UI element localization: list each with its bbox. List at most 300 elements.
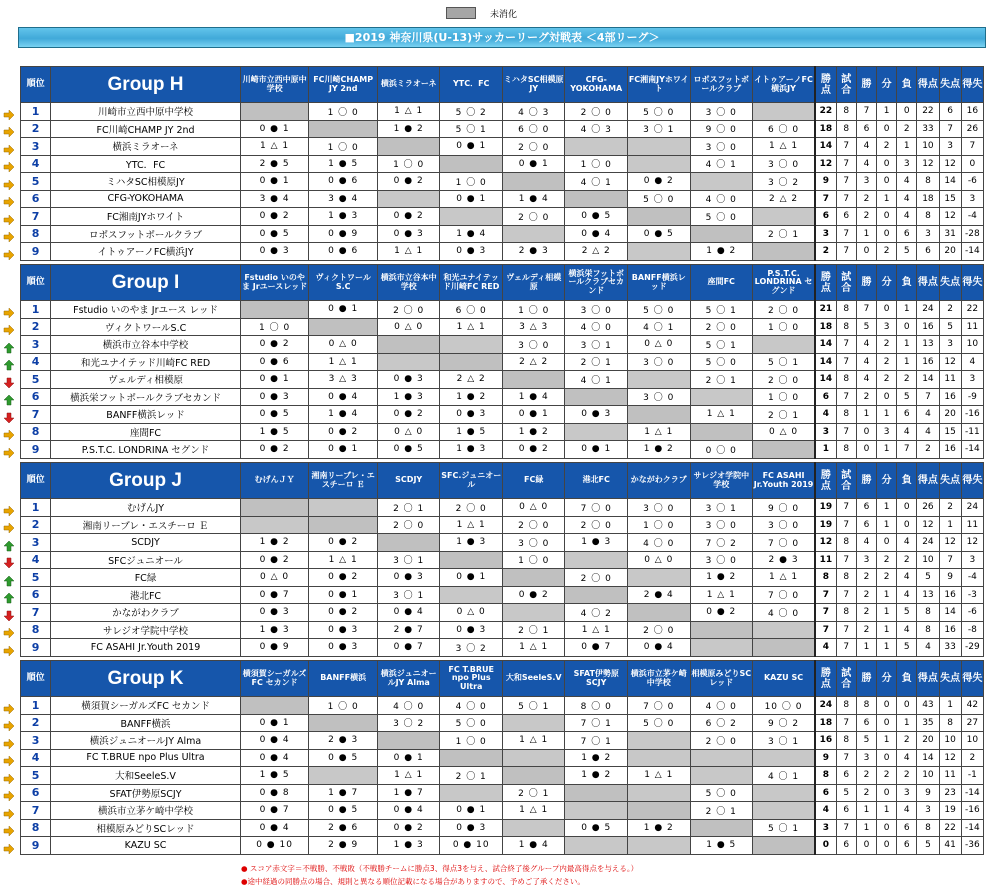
rank-cell: 1 bbox=[21, 499, 51, 517]
stat-column-header: 勝 bbox=[856, 265, 876, 301]
score-cell: 1 〇 0 bbox=[309, 138, 378, 156]
stat-cell: 0 bbox=[877, 208, 897, 226]
stat-cell: 16 bbox=[961, 103, 983, 121]
score-cell: 1 △ 1 bbox=[440, 318, 503, 336]
score-cell: 7 〇 1 bbox=[565, 714, 628, 732]
stat-cell: 2 bbox=[856, 388, 876, 406]
self-match-cell bbox=[628, 406, 691, 424]
score-cell: 1 〇 0 bbox=[502, 301, 565, 319]
score-cell: 1 ● 3 bbox=[309, 208, 378, 226]
stat-cell: 7 bbox=[856, 301, 876, 319]
table-row bbox=[21, 837, 984, 855]
opponent-column-header: 横浜ジュニオールJY Alma bbox=[377, 661, 440, 697]
stat-cell: 5 bbox=[897, 604, 917, 622]
team-name: SFCジュニオール bbox=[51, 551, 241, 569]
self-match-cell bbox=[565, 190, 628, 208]
score-cell: 3 〇 0 bbox=[565, 301, 628, 319]
stat-cell: 6 bbox=[939, 103, 961, 121]
score-cell: 0 ● 4 bbox=[628, 639, 691, 657]
opponent-column-header: FC緑 bbox=[502, 463, 565, 499]
stat-column-header: 勝点 bbox=[815, 463, 836, 499]
score-cell: 1 〇 0 bbox=[628, 516, 691, 534]
stat-cell: 7 bbox=[836, 714, 856, 732]
team-name: 横須賀シーガルズFC セカンド bbox=[51, 697, 241, 715]
team-name: むげんJY bbox=[51, 499, 241, 517]
stat-cell: 7 bbox=[836, 336, 856, 354]
stat-cell: 24 bbox=[917, 301, 939, 319]
opponent-column-header: FC ASAHI Jr.Youth 2019 bbox=[753, 463, 816, 499]
group-table-group-j bbox=[20, 462, 984, 657]
score-cell: 1 ● 5 bbox=[309, 155, 378, 173]
self-match-cell bbox=[753, 837, 816, 855]
unplayed-cell bbox=[753, 336, 816, 354]
stat-cell: 3 bbox=[939, 336, 961, 354]
stat-cell: 11 bbox=[939, 767, 961, 785]
stat-cell: 3 bbox=[897, 155, 917, 173]
rank-cell: 9 bbox=[21, 243, 51, 261]
stat-cell: 5 bbox=[917, 569, 939, 587]
stat-cell: 4 bbox=[897, 569, 917, 587]
stat-cell: 1 bbox=[897, 138, 917, 156]
table-row bbox=[21, 388, 984, 406]
stat-cell: 6 bbox=[815, 784, 836, 802]
table-row bbox=[21, 353, 984, 371]
score-cell: 0 △ 0 bbox=[628, 336, 691, 354]
stat-cell: 4 bbox=[856, 155, 876, 173]
stat-column-header: 勝点 bbox=[815, 661, 836, 697]
self-match-cell bbox=[690, 423, 753, 441]
stat-column-header: 分 bbox=[877, 661, 897, 697]
score-cell: 1 ● 5 bbox=[690, 837, 753, 855]
stat-cell: 1 bbox=[939, 697, 961, 715]
team-name: P.S.T.C. LONDRINA セグンド bbox=[51, 441, 241, 459]
score-cell: 4 〇 3 bbox=[502, 103, 565, 121]
stat-cell: 8 bbox=[836, 732, 856, 750]
opponent-column-header: SFAT伊勢原SCJY bbox=[565, 661, 628, 697]
score-cell: 6 〇 2 bbox=[690, 714, 753, 732]
score-cell: 2 ● 3 bbox=[502, 243, 565, 261]
team-name: SCDJY bbox=[51, 534, 241, 552]
stat-cell: 2 bbox=[856, 784, 876, 802]
stat-cell: 22 bbox=[917, 103, 939, 121]
opponent-column-header: サレジオ学院中学校 bbox=[690, 463, 753, 499]
stat-cell: 7 bbox=[836, 516, 856, 534]
rank-header: 順位 bbox=[21, 67, 51, 103]
stat-cell: 0 bbox=[897, 499, 917, 517]
stat-cell: 4 bbox=[897, 621, 917, 639]
score-cell: 0 △ 0 bbox=[377, 318, 440, 336]
stat-cell: 14 bbox=[815, 138, 836, 156]
score-cell: 3 〇 1 bbox=[377, 586, 440, 604]
trend-same-icon bbox=[3, 193, 15, 205]
score-cell: 2 ● 9 bbox=[309, 837, 378, 855]
team-name: かながわクラブ bbox=[51, 604, 241, 622]
stat-cell: 12 bbox=[939, 353, 961, 371]
stat-cell: 1 bbox=[856, 225, 876, 243]
score-cell: 5 〇 1 bbox=[440, 120, 503, 138]
score-cell: 5 〇 2 bbox=[440, 103, 503, 121]
rank-header: 順位 bbox=[21, 661, 51, 697]
stat-column-header: 勝 bbox=[856, 67, 876, 103]
score-cell: 7 〇 0 bbox=[565, 499, 628, 517]
trend-same-icon bbox=[3, 444, 15, 456]
stat-cell: 12 bbox=[961, 534, 983, 552]
score-cell: 4 〇 0 bbox=[690, 190, 753, 208]
score-cell: 0 ● 3 bbox=[240, 388, 309, 406]
score-cell: 1 〇 0 bbox=[440, 732, 503, 750]
score-cell: 0 ● 3 bbox=[565, 406, 628, 424]
table-row bbox=[21, 732, 984, 750]
stat-cell: 20 bbox=[917, 732, 939, 750]
self-match-cell bbox=[309, 318, 378, 336]
unplayed-cell bbox=[440, 586, 503, 604]
team-name: ヴィクトワールS.C bbox=[51, 318, 241, 336]
team-name: BANFF横浜レッド bbox=[51, 406, 241, 424]
score-cell: 2 〇 1 bbox=[690, 371, 753, 389]
stat-cell: 35 bbox=[917, 714, 939, 732]
stat-cell: 1 bbox=[856, 802, 876, 820]
score-cell: 2 ● 7 bbox=[377, 621, 440, 639]
trend-up-icon bbox=[3, 572, 15, 584]
stat-cell: 2 bbox=[877, 243, 897, 261]
rank-cell: 6 bbox=[21, 190, 51, 208]
stat-cell: 1 bbox=[939, 516, 961, 534]
stat-cell: 11 bbox=[961, 516, 983, 534]
stat-cell: 7 bbox=[917, 388, 939, 406]
score-cell: 3 △ 3 bbox=[502, 318, 565, 336]
legend-swatch bbox=[446, 7, 476, 19]
score-cell: 1 △ 1 bbox=[565, 621, 628, 639]
score-cell: 1 ● 2 bbox=[628, 441, 691, 459]
stat-cell: 6 bbox=[836, 208, 856, 226]
score-cell: 0 ● 4 bbox=[240, 819, 309, 837]
stat-cell: 9 bbox=[917, 784, 939, 802]
score-cell: 0 ● 5 bbox=[309, 802, 378, 820]
score-cell: 0 ● 5 bbox=[240, 406, 309, 424]
unplayed-cell bbox=[690, 639, 753, 657]
score-cell: 0 ● 6 bbox=[240, 353, 309, 371]
score-cell: 1 〇 0 bbox=[565, 155, 628, 173]
stat-cell: 18 bbox=[815, 714, 836, 732]
stat-cell: 7 bbox=[836, 243, 856, 261]
score-cell: 0 ● 4 bbox=[309, 388, 378, 406]
stat-cell: 10 bbox=[939, 732, 961, 750]
stat-cell: 0 bbox=[877, 388, 897, 406]
stat-column-header: 負 bbox=[897, 463, 917, 499]
team-name: CFG-YOKOHAMA bbox=[51, 190, 241, 208]
rank-cell: 1 bbox=[21, 697, 51, 715]
stat-cell: 6 bbox=[897, 225, 917, 243]
stat-cell: 6 bbox=[897, 837, 917, 855]
stat-cell: 14 bbox=[917, 749, 939, 767]
opponent-column-header: 相模原みどりSCレッド bbox=[690, 661, 753, 697]
stat-column-header: 勝点 bbox=[815, 265, 836, 301]
team-name: KAZU SC bbox=[51, 837, 241, 855]
stat-cell: 3 bbox=[961, 371, 983, 389]
score-cell: 0 ● 7 bbox=[377, 639, 440, 657]
stat-cell: 15 bbox=[939, 190, 961, 208]
score-cell: 0 ● 5 bbox=[565, 819, 628, 837]
score-cell: 0 ● 3 bbox=[309, 621, 378, 639]
score-cell: 1 △ 1 bbox=[309, 353, 378, 371]
stat-cell: -14 bbox=[961, 243, 983, 261]
trend-same-icon bbox=[3, 787, 15, 799]
group-header-row bbox=[21, 463, 984, 499]
score-cell: 2 〇 0 bbox=[753, 371, 816, 389]
self-match-cell bbox=[690, 819, 753, 837]
stat-cell: 7 bbox=[836, 499, 856, 517]
score-cell: 1 〇 0 bbox=[309, 697, 378, 715]
unplayed-cell bbox=[565, 837, 628, 855]
score-cell: 2 △ 2 bbox=[753, 190, 816, 208]
rank-cell: 5 bbox=[21, 569, 51, 587]
trend-down-icon bbox=[3, 409, 15, 421]
stat-cell: 10 bbox=[961, 336, 983, 354]
stat-cell: 7 bbox=[836, 225, 856, 243]
score-cell: 3 〇 0 bbox=[502, 336, 565, 354]
stat-cell: -11 bbox=[961, 423, 983, 441]
unplayed-cell bbox=[502, 749, 565, 767]
stat-cell: 7 bbox=[836, 155, 856, 173]
stat-cell: 8 bbox=[917, 621, 939, 639]
opponent-column-header: ヴィクトワールS.C bbox=[309, 265, 378, 301]
rank-cell: 7 bbox=[21, 604, 51, 622]
stat-cell: 0 bbox=[877, 697, 897, 715]
unplayed-cell bbox=[628, 569, 691, 587]
unplayed-cell bbox=[753, 208, 816, 226]
stat-cell: 2 bbox=[877, 767, 897, 785]
unplayed-cell bbox=[628, 155, 691, 173]
opponent-column-header: BANFF横浜 bbox=[309, 661, 378, 697]
stat-cell: 3 bbox=[877, 423, 897, 441]
stat-cell: 4 bbox=[856, 353, 876, 371]
unplayed-cell bbox=[565, 802, 628, 820]
score-cell: 2 〇 1 bbox=[690, 802, 753, 820]
group-table-group-h bbox=[20, 66, 984, 261]
stat-cell: 0 bbox=[961, 155, 983, 173]
rank-cell: 8 bbox=[21, 819, 51, 837]
score-cell: 2 〇 1 bbox=[377, 499, 440, 517]
stat-cell: 4 bbox=[856, 371, 876, 389]
score-cell: 0 ● 6 bbox=[309, 243, 378, 261]
table-row bbox=[21, 190, 984, 208]
stat-column-header: 得点 bbox=[917, 265, 939, 301]
stat-cell: 8 bbox=[836, 371, 856, 389]
score-cell: 1 〇 0 bbox=[240, 318, 309, 336]
score-cell: 1 ● 2 bbox=[690, 569, 753, 587]
stat-cell: 6 bbox=[836, 802, 856, 820]
score-cell: 0 △ 0 bbox=[377, 423, 440, 441]
score-cell: 1 〇 0 bbox=[377, 155, 440, 173]
score-cell: 1 ● 5 bbox=[440, 423, 503, 441]
score-cell: 0 ● 2 bbox=[309, 423, 378, 441]
team-name: 座間FC bbox=[51, 423, 241, 441]
stat-cell: 8 bbox=[836, 301, 856, 319]
stat-cell: 24 bbox=[961, 499, 983, 517]
score-cell: 1 ● 5 bbox=[240, 767, 309, 785]
stat-cell: 16 bbox=[939, 621, 961, 639]
team-name: 港北FC bbox=[51, 586, 241, 604]
team-name: FC緑 bbox=[51, 569, 241, 587]
score-cell: 3 〇 0 bbox=[628, 353, 691, 371]
stat-column-header: 得点 bbox=[917, 661, 939, 697]
score-cell: 1 〇 0 bbox=[502, 551, 565, 569]
stat-cell: 4 bbox=[897, 749, 917, 767]
stat-cell: -4 bbox=[961, 208, 983, 226]
rank-cell: 2 bbox=[21, 714, 51, 732]
self-match-cell bbox=[240, 301, 309, 319]
stat-cell: 1 bbox=[897, 336, 917, 354]
group-header-row bbox=[21, 67, 984, 103]
stat-cell: 7 bbox=[815, 586, 836, 604]
score-cell: 7 〇 0 bbox=[753, 586, 816, 604]
table-row bbox=[21, 819, 984, 837]
score-cell: 3 〇 0 bbox=[753, 155, 816, 173]
stat-cell: 2 bbox=[856, 569, 876, 587]
stat-cell: 7 bbox=[961, 138, 983, 156]
stat-cell: 5 bbox=[917, 837, 939, 855]
stat-column-header: 勝 bbox=[856, 661, 876, 697]
score-cell: 1 ● 4 bbox=[309, 406, 378, 424]
stat-cell: 7 bbox=[836, 551, 856, 569]
team-name: 横浜ジュニオールJY Alma bbox=[51, 732, 241, 750]
stat-cell: 42 bbox=[961, 697, 983, 715]
stat-cell: 20 bbox=[939, 243, 961, 261]
trend-same-icon bbox=[3, 735, 15, 747]
stat-cell: 7 bbox=[815, 621, 836, 639]
score-cell: 2 〇 0 bbox=[690, 732, 753, 750]
rank-cell: 2 bbox=[21, 318, 51, 336]
stat-cell: 0 bbox=[815, 837, 836, 855]
unplayed-cell bbox=[753, 749, 816, 767]
note-line: ●途中経過の同勝点の場合、規則と異なる順位記載になる場合がありますので、予めご了承ください。 bbox=[241, 876, 585, 886]
score-cell: 3 ● 4 bbox=[240, 190, 309, 208]
stat-cell: 7 bbox=[836, 190, 856, 208]
team-name: FC湘南JYホワイト bbox=[51, 208, 241, 226]
table-row bbox=[21, 336, 984, 354]
unplayed-cell bbox=[753, 621, 816, 639]
rank-cell: 4 bbox=[21, 749, 51, 767]
stat-cell: 5 bbox=[897, 243, 917, 261]
stat-cell: -8 bbox=[961, 621, 983, 639]
stat-cell: 1 bbox=[815, 441, 836, 459]
stat-cell: 6 bbox=[815, 388, 836, 406]
score-cell: 1 〇 0 bbox=[753, 388, 816, 406]
trend-same-icon bbox=[3, 106, 15, 118]
opponent-column-header: 横浜市立茅ケ崎中学校 bbox=[628, 661, 691, 697]
opponent-column-header: 湘南リーブレ・エスチーロ Ｅ bbox=[309, 463, 378, 499]
score-cell: 3 〇 2 bbox=[440, 639, 503, 657]
self-match-cell bbox=[440, 155, 503, 173]
table-row bbox=[21, 714, 984, 732]
score-cell: 0 ● 3 bbox=[240, 243, 309, 261]
team-name: ヴェルディ相模原 bbox=[51, 371, 241, 389]
unplayed-cell bbox=[565, 423, 628, 441]
stat-cell: 2 bbox=[897, 120, 917, 138]
stat-cell: 8 bbox=[836, 697, 856, 715]
trend-same-icon bbox=[3, 304, 15, 316]
rank-cell: 7 bbox=[21, 208, 51, 226]
stat-cell: 0 bbox=[856, 423, 876, 441]
score-cell: 0 ● 1 bbox=[565, 441, 628, 459]
score-cell: 4 〇 3 bbox=[565, 120, 628, 138]
stat-cell: 9 bbox=[815, 173, 836, 191]
score-cell: 1 △ 1 bbox=[628, 423, 691, 441]
unplayed-cell bbox=[628, 749, 691, 767]
stat-cell: 0 bbox=[877, 784, 897, 802]
score-cell: 4 〇 0 bbox=[628, 534, 691, 552]
opponent-column-header: ロボスフットボールクラブ bbox=[690, 67, 753, 103]
stat-cell: 1 bbox=[897, 714, 917, 732]
self-match-cell bbox=[565, 586, 628, 604]
score-cell: 7 〇 2 bbox=[690, 534, 753, 552]
table-row bbox=[21, 173, 984, 191]
score-cell: 1 △ 1 bbox=[753, 569, 816, 587]
score-cell: 1 △ 1 bbox=[690, 406, 753, 424]
score-cell: 0 ● 2 bbox=[240, 441, 309, 459]
score-cell: 3 〇 1 bbox=[565, 336, 628, 354]
stat-cell: 7 bbox=[815, 190, 836, 208]
score-cell: 5 〇 0 bbox=[628, 714, 691, 732]
stat-column-header: 得失 bbox=[961, 67, 983, 103]
stat-column-header: 失点 bbox=[939, 67, 961, 103]
self-match-cell bbox=[502, 371, 565, 389]
stat-cell: 16 bbox=[939, 586, 961, 604]
table-row bbox=[21, 406, 984, 424]
score-cell: 1 ● 2 bbox=[628, 819, 691, 837]
opponent-column-header: 大和SeeleS.V bbox=[502, 661, 565, 697]
stat-cell: 10 bbox=[917, 138, 939, 156]
score-cell: 0 ● 1 bbox=[240, 371, 309, 389]
stat-cell: -3 bbox=[961, 586, 983, 604]
score-cell: 1 〇 0 bbox=[309, 103, 378, 121]
opponent-column-header: 座間FC bbox=[690, 265, 753, 301]
stat-column-header: 勝 bbox=[856, 463, 876, 499]
unplayed-cell bbox=[309, 499, 378, 517]
score-cell: 1 ● 2 bbox=[565, 767, 628, 785]
score-cell: 2 〇 0 bbox=[565, 103, 628, 121]
rank-cell: 3 bbox=[21, 534, 51, 552]
stat-cell: 2 bbox=[877, 353, 897, 371]
stat-cell: 0 bbox=[877, 819, 897, 837]
score-cell: 8 〇 0 bbox=[565, 697, 628, 715]
stat-cell: 1 bbox=[877, 639, 897, 657]
score-cell: 1 △ 1 bbox=[502, 732, 565, 750]
score-cell: 5 〇 0 bbox=[690, 353, 753, 371]
rank-cell: 7 bbox=[21, 406, 51, 424]
team-name: 川崎市立西中原中学校 bbox=[51, 103, 241, 121]
trend-same-icon bbox=[3, 700, 15, 712]
stat-column-header: 負 bbox=[897, 265, 917, 301]
stat-cell: 0 bbox=[856, 243, 876, 261]
opponent-column-header: 港北FC bbox=[565, 463, 628, 499]
stat-cell: 2 bbox=[897, 767, 917, 785]
unplayed-cell bbox=[753, 802, 816, 820]
score-cell: 3 〇 1 bbox=[753, 732, 816, 750]
stat-column-header: 得失 bbox=[961, 661, 983, 697]
stat-cell: 4 bbox=[897, 173, 917, 191]
stat-cell: 7 bbox=[939, 551, 961, 569]
stat-column-header: 得点 bbox=[917, 67, 939, 103]
unplayed-cell bbox=[628, 837, 691, 855]
opponent-column-header: むげんＪＹ bbox=[240, 463, 309, 499]
stat-cell: 6 bbox=[856, 714, 876, 732]
rank-cell: 5 bbox=[21, 767, 51, 785]
score-cell: 1 ● 3 bbox=[440, 534, 503, 552]
trend-down-icon bbox=[3, 607, 15, 619]
score-cell: 7 〇 1 bbox=[565, 732, 628, 750]
team-name: イトゥアーノFC横浜JY bbox=[51, 243, 241, 261]
